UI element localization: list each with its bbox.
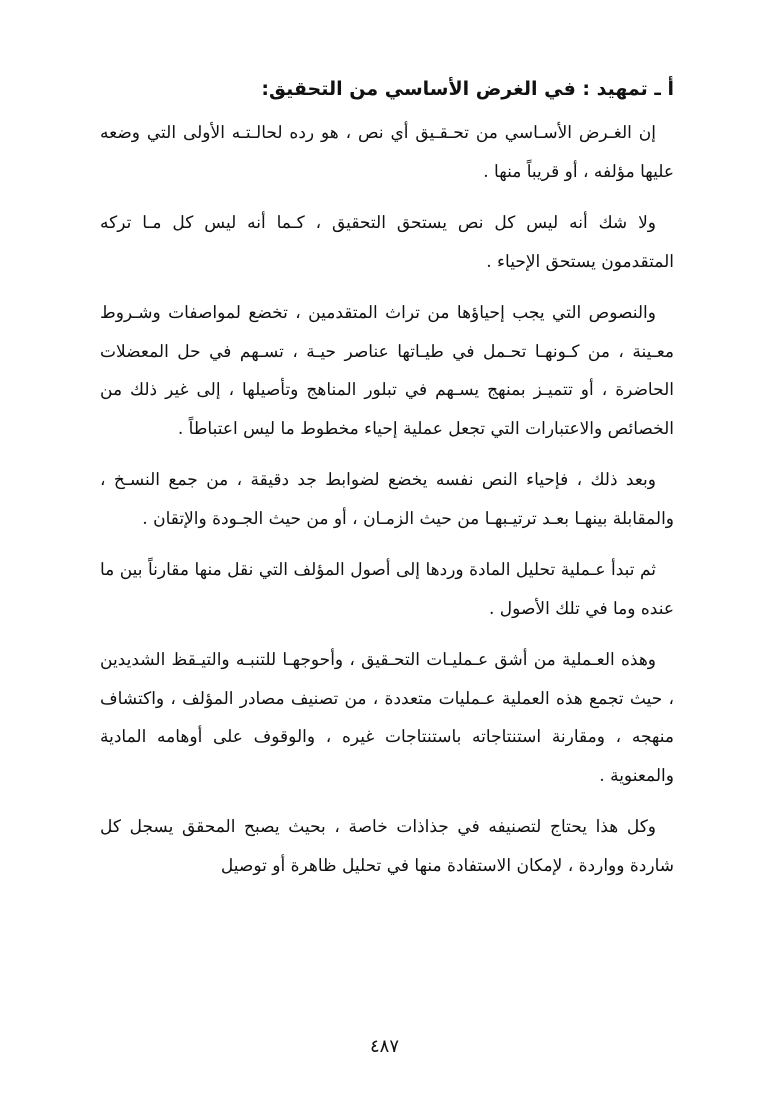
paragraph-7: وكل هذا يحتاج لتصنيفه في جذاذات خاصة ، بحيث يصبح المحقق يسجل كل شاردة وواردة ، لإمكان الاستفادة منها في تحليل ظاهرة أو توصيل <box>100 817 674 876</box>
paragraph-3: والنصوص التي يجب إحياؤها من تراث المتقدمين ، تخضع لمواصفات وشـروط معـينة ، من كـونهـا تحـمل في طيـاتها عناصر حيـة ، تسـهم في حل المعضلات الحاضرة ، أو تتميـز بمنهج يسـهم في تبلور المناهج وتأصيلها ، إلى غير ذلك من الخصائص والاعتبارات التي تجعل عملية إحياء مخطوط ما ليس اعتباطاً . <box>100 303 674 439</box>
paragraph-2: ولا شك أنه ليس كل نص يستحق التحقيق ، كـما أنه ليس كل مـا تركه المتقدمون يستحق الإحياء . <box>100 213 674 272</box>
paragraph-4: وبعد ذلك ، فإحياء النص نفسه يخضع لضوابط جد دقيقة ، من جمع النسـخ ، والمقابلة بينهـا بعـد ترتيـبهـا من حيث الزمـان ، أو من حيث الجـودة والإتقان . <box>100 470 674 529</box>
paragraph-6: وهذه العـملية من أشق عـمليـات التحـقيق ، وأحوجهـا للتنبـه والتيـقظ الشديدين ، حيث تجمع هذه العملية عـمليات متعددة ، من تصنيف مصادر المؤلف ، واكتشاف منهجه ، ومقارنة استنتاجاته باستنتاجات غيره ، والوقوف على أوهامه المادية والمعنوية . <box>100 650 674 786</box>
page-number: ٤٨٧ <box>369 1036 399 1057</box>
paragraph-1: إن الغـرض الأسـاسي من تحـقـيق أي نص ، هو رده لحالـتـه الأولى التي وضعه عليها مؤلفه ، أو قريباً منها . <box>100 123 674 182</box>
page-body <box>100 70 674 898</box>
paragraph-5: ثم تبدأ عـملية تحليل المادة وردها إلى أصول المؤلف التي نقل منها مقارناً بين ما عنده وما في تلك الأصول . <box>100 560 674 619</box>
section-heading: أ ـ تمهيد : في الغرض الأساسي من التحقيق: <box>261 78 674 100</box>
